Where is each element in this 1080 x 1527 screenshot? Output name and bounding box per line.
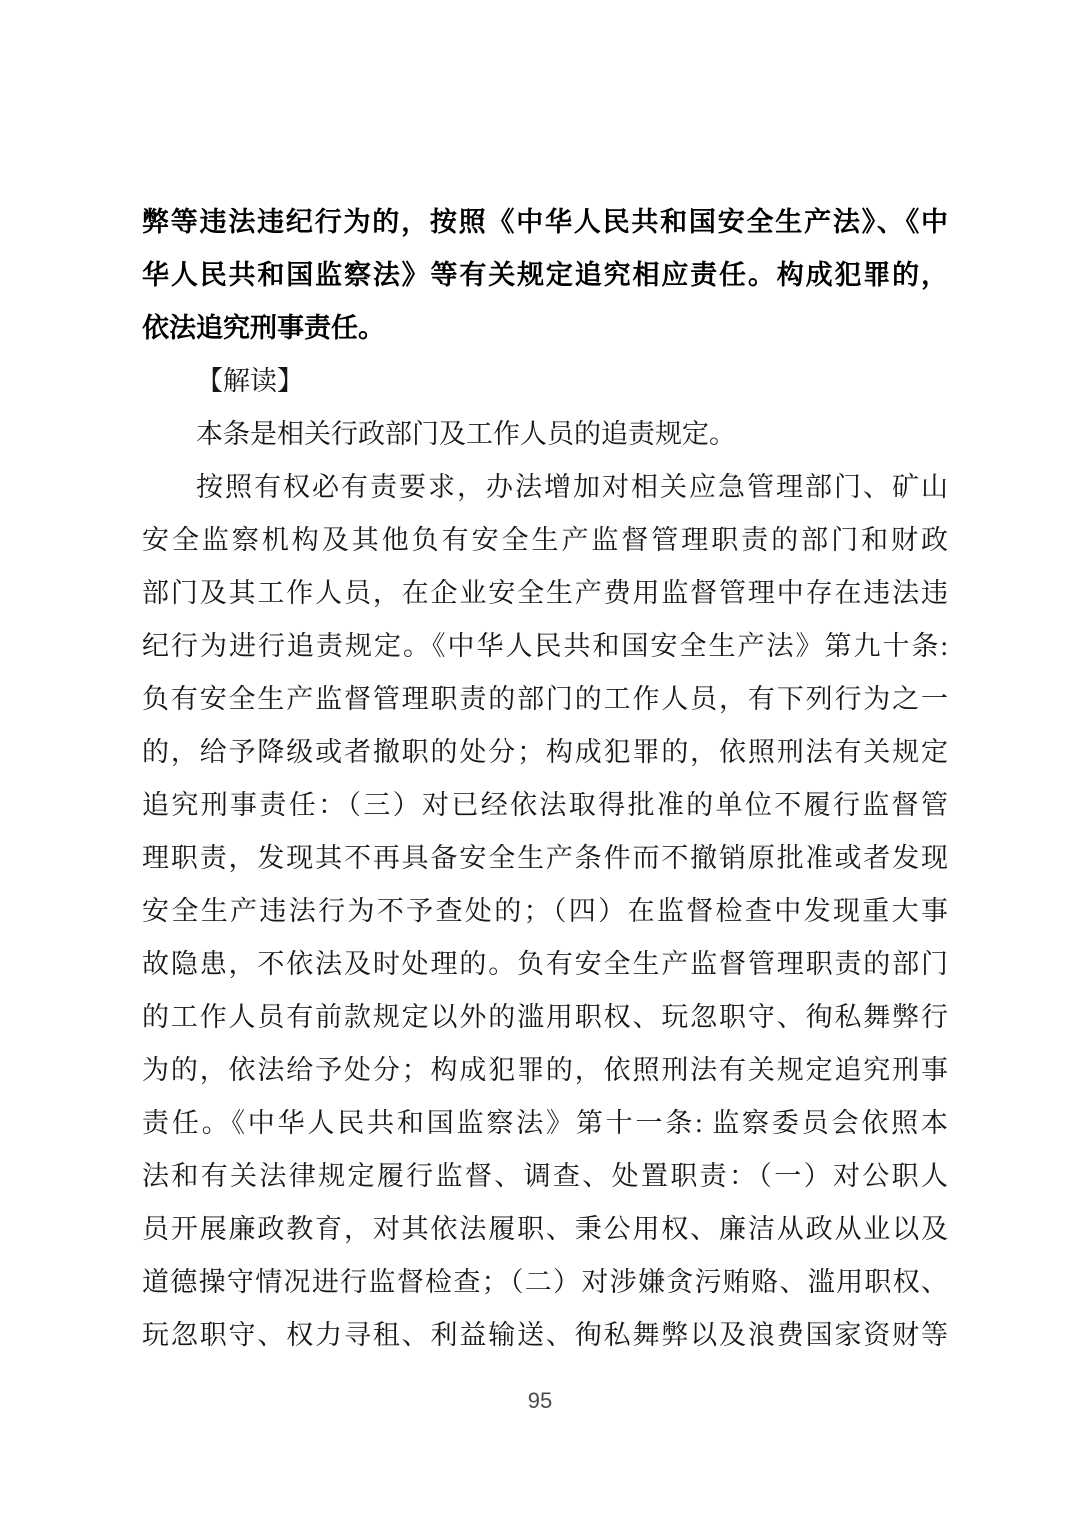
text-line: 华人民共和国监察法》等有关规定追究相应责任。构成犯罪的， — [142, 260, 948, 290]
text-line: 按照有权必有责要求，办法增加对相关应急管理部门、矿山 — [196, 472, 948, 502]
text-line: 理职责，发现其不再具备安全生产条件而不撤销原批准或者发现 — [142, 843, 948, 873]
text-line: 法和有关法律规定履行监督、调查、处置职责：（一）对公职人 — [142, 1161, 948, 1191]
text-line: 员开展廉政教育，对其依法履职、秉公用权、廉洁从政从业以及 — [142, 1214, 948, 1244]
text-line: 【解读】 — [196, 366, 304, 396]
text-line: 纪行为进行追责规定。《中华人民共和国安全生产法》第九十条: — [142, 631, 948, 661]
text-line: 的工作人员有前款规定以外的滥用职权、玩忽职守、徇私舞弊行 — [142, 1002, 948, 1032]
text-line: 安全生产违法行为不予查处的；（四）在监督检查中发现重大事 — [142, 896, 948, 926]
page-number: 95 — [527, 1388, 553, 1413]
text-line: 故隐患，不依法及时处理的。负有安全生产监督管理职责的部门 — [142, 949, 948, 979]
text-line: 依法追究刑事责任。 — [142, 313, 385, 343]
text-line: 部门及其工作人员，在企业安全生产费用监督管理中存在违法违 — [142, 578, 948, 608]
text-line: 玩忽职守、权力寻租、利益输送、徇私舞弊以及浪费国家资财等 — [142, 1320, 948, 1350]
text-line: 道德操守情况进行监督检查；（二）对涉嫌贪污贿赂、滥用职权、 — [142, 1267, 948, 1297]
text-line: 的，给予降级或者撤职的处分；构成犯罪的，依照刑法有关规定 — [142, 737, 948, 767]
text-line: 负有安全生产监督管理职责的部门的工作人员，有下列行为之一 — [142, 684, 948, 714]
text-block — [142, 196, 948, 1362]
text-line: 本条是相关行政部门及工作人员的追责规定。 — [196, 419, 736, 449]
text-line: 安全监察机构及其他负有安全生产监督管理职责的部门和财政 — [142, 525, 948, 555]
text-line: 责任。《中华人民共和国监察法》第十一条: 监察委员会依照本 — [142, 1108, 948, 1138]
text-line: 弊等违法违纪行为的，按照《中华人民共和国安全生产法》、《中 — [142, 207, 948, 237]
text-line: 为的，依法给予处分；构成犯罪的，依照刑法有关规定追究刑事 — [142, 1055, 948, 1085]
text-line: 追究刑事责任：（三）对已经依法取得批准的单位不履行监督管 — [142, 790, 948, 820]
